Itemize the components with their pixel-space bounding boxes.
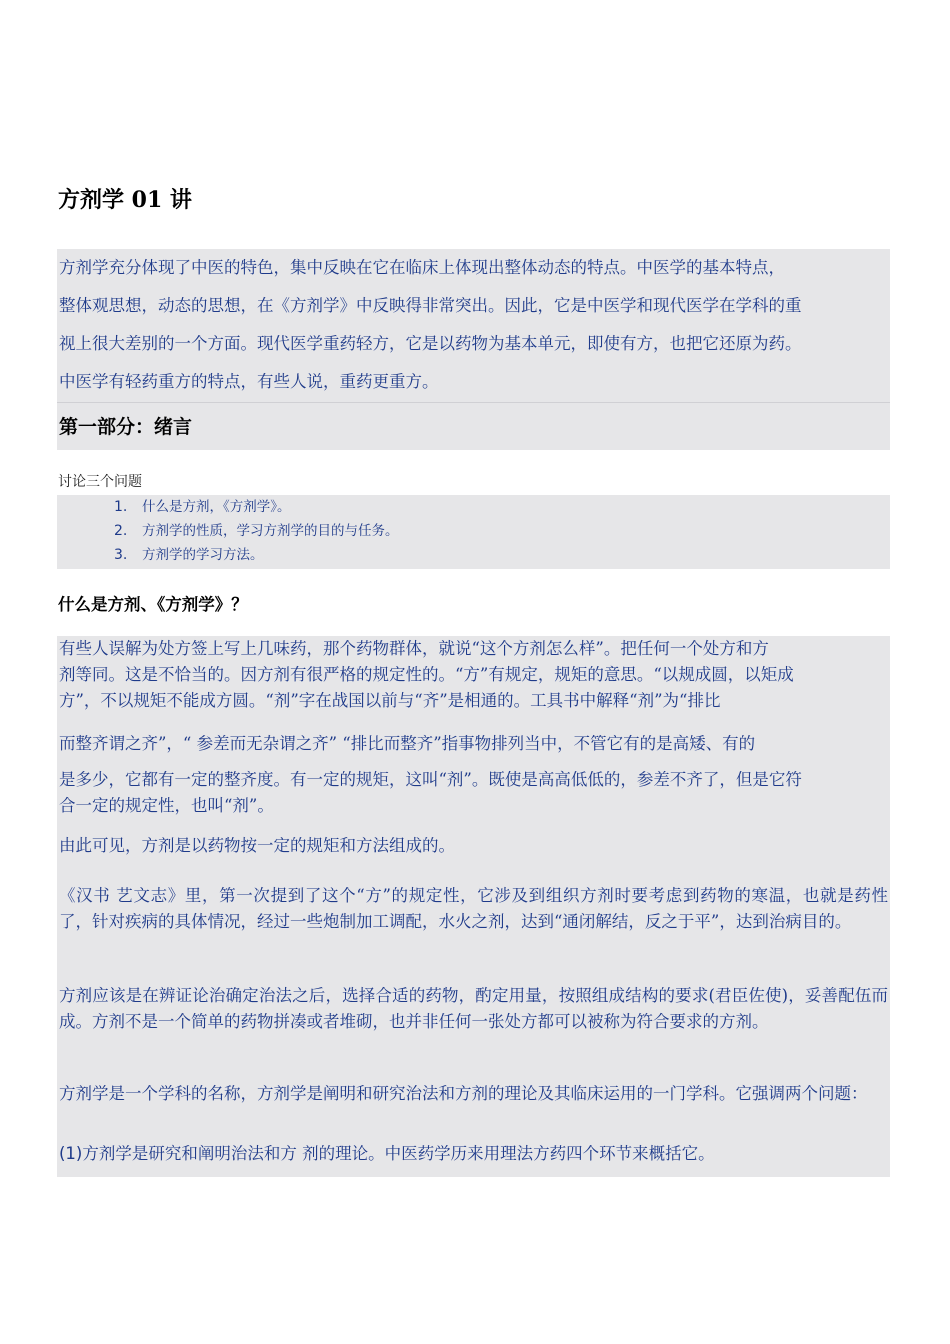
subheading: 什么是方剂、《方剂学》？ [58, 595, 248, 614]
list-number: 1. [114, 499, 128, 515]
intro-paragraph [57, 249, 890, 402]
intro-line: 中医学有轻药重方的特点，有些人说，重药更重方。 [59, 372, 439, 391]
question-list [57, 495, 890, 569]
list-item [57, 519, 890, 543]
paragraph-discipline: 方剂学是一个学科的名称，方剂学是阐明和研究治法和方剂的理论及其临床运用的一门学科。它强调两个问题： [59, 1084, 868, 1103]
list-number: 3. [114, 547, 128, 563]
discuss-label: 讨论三个问题 [58, 474, 142, 490]
list-text: 方剂学的学习方法。 [142, 547, 264, 563]
list-text: 方剂学的性质，学习方剂学的目的与任务。 [142, 523, 399, 539]
list-number: 2. [114, 523, 128, 539]
body-text [57, 636, 890, 1177]
intro-line: 视上很大差别的一个方面。现代医学重药轻方，它是以药物为基本单元，即使有方，也把它还原为药。 [59, 334, 802, 353]
text-line: 有些人误解为处方签上写上几味药，那个药物群体，就说“这个方剂怎么样”。把任何一个处方和方 [59, 639, 769, 658]
paragraph-conclusion: 由此可见，方剂是以药物按一定的规矩和方法组成的。 [59, 836, 455, 855]
point-number: (1) [59, 1144, 83, 1163]
intro-line: 整体观思想，动态的思想，在《方剂学》中反映得非常突出。因此，它是中医学和现代医学在学科的重 [59, 296, 802, 315]
text-line: 剂等同。这是不恰当的。因方剂有很严格的规定性的。“方”有规定，规矩的意思。“以规成圆，以矩成 [59, 665, 794, 684]
paragraph-definition-a [59, 636, 888, 714]
list-text: 什么是方剂，《方剂学》。 [142, 499, 291, 515]
text-line: 方”，不以规矩不能成方圆。“剂”字在战国以前与“齐”是相通的。工具书中解释“剂”为“排比 [59, 691, 721, 710]
text-line: 合一定的规定性，也叫“剂”。 [59, 796, 274, 815]
paragraph-definition-b [59, 726, 888, 819]
paragraph-point-1 [59, 1141, 888, 1167]
document-title: 方剂学 01 讲 [58, 187, 192, 213]
intro-line: 方剂学充分体现了中医的特色，集中反映在它在临床上体现出整体动态的特点。中医学的基本特点， [59, 258, 785, 277]
list-item [57, 543, 890, 567]
section-heading: 第一部分：绪言 [57, 402, 890, 450]
paragraph-hanshu: 《汉书 艺文志》里，第一次提到了这个“方”的规定性，它涉及到组织方剂时要考虑到药物的寒温，也就是药性了，针对疾病的具体情况，经过一些炮制加工调配，水火之剂，达到“通闭解结，反之于平”，达到治病目的。 [59, 886, 888, 931]
list-item [57, 495, 890, 519]
text-line: 而整齐谓之齐”，“ 参差而无杂谓之齐” “排比而整齐”指事物排列当中，不管它有的是高矮、有的 [59, 734, 756, 753]
paragraph-formula: 方剂应该是在辨证论治确定治法之后，选择合适的药物，酌定用量，按照组成结构的要求(君臣佐使)，妥善配伍而成。方剂不是一个简单的药物拼凑或者堆砌，也并非任何一张处方都可以被称为符合要求的方剂。 [59, 986, 888, 1031]
text-line: 是多少，它都有一定的整齐度。有一定的规矩，这叫“剂”。既使是高高低低的，参差不齐了，但是它符 [59, 770, 802, 789]
point-text: 方剂学是研究和阐明治法和方 剂的理论。中医药学历来用理法方药四个环节来概括它。 [82, 1144, 715, 1163]
